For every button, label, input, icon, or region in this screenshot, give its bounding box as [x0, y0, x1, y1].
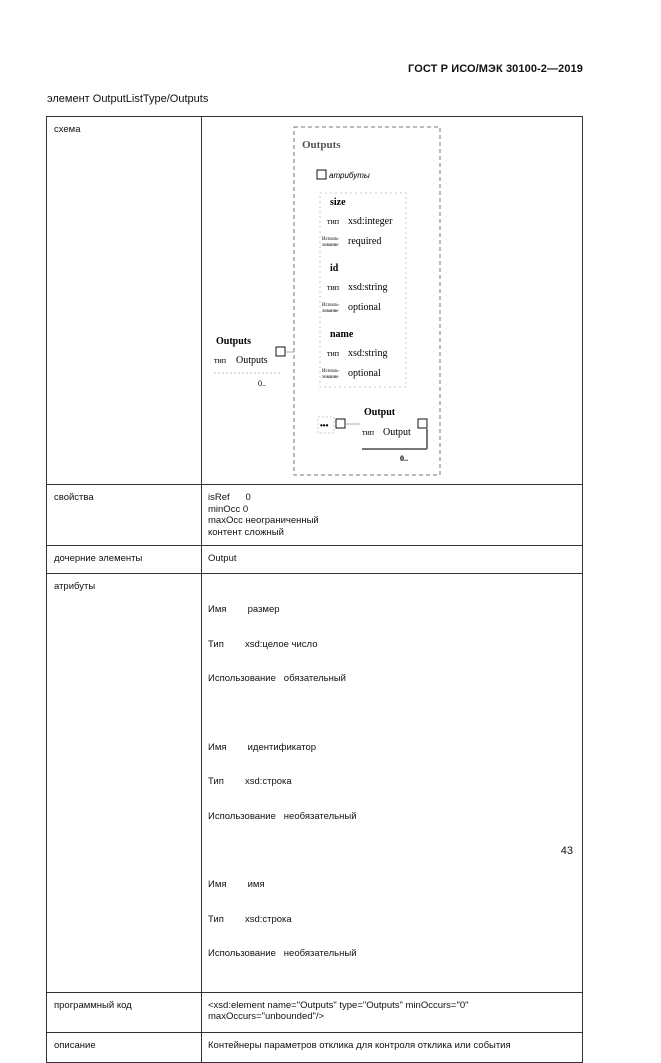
attribute-name-use: optional: [348, 368, 381, 379]
element-caption: элемент OutputListType/Outputs: [47, 93, 209, 105]
attribute-id-use-label-2: зование: [322, 309, 339, 314]
property-line: maxOcc неограниченный: [208, 515, 319, 526]
attribute-line: Использование необязательный: [208, 810, 357, 822]
attribute-line: Имя имя: [208, 879, 265, 890]
attributes-checkbox-icon: [317, 170, 326, 179]
sequence-expand-icon: [336, 419, 345, 428]
attribute-size-type-label: тип: [327, 217, 340, 226]
property-line: minOcc 0: [208, 503, 249, 515]
row-label-diagram: схема: [47, 117, 202, 485]
attribute-id-type-label: тип: [327, 283, 340, 292]
code-value: [202, 992, 583, 1032]
attribute-line: Тип xsd:строка: [208, 913, 292, 925]
schema-attributes-label: атрибуты: [329, 171, 370, 180]
attribute-name-name: name: [330, 329, 354, 340]
attribute-id-name: id: [330, 263, 339, 274]
attribute-id-use: optional: [348, 302, 381, 313]
schema-element-occurs: 0..: [258, 379, 266, 388]
attribute-line: Тип xsd:строка: [208, 776, 292, 787]
attribute-line: Использование обязательный: [208, 673, 346, 684]
attribute-size-use-label-1: Исполь-: [322, 237, 340, 242]
sequence-icon: •••: [320, 421, 329, 430]
schema-element-type-label: тип: [214, 356, 227, 365]
attribute-line: Имя размер: [208, 604, 280, 615]
attribute-line: Использование необязательный: [208, 948, 357, 959]
schema-child-name: Output: [364, 407, 396, 418]
attribute-size-use-label-2: зование: [322, 243, 339, 248]
row-children: [47, 546, 583, 574]
row-diagram: [47, 117, 583, 485]
attribute-name-use-label-2: зование: [322, 375, 339, 380]
children-value: Output: [202, 546, 583, 574]
schema-element-type: Outputs: [236, 355, 268, 366]
schema-child-occurs: 0..: [400, 454, 408, 463]
properties-value: [202, 485, 583, 546]
code-line: <xsd:element name="Outputs" type="Outputs" minOccurs="0": [208, 999, 469, 1011]
row-code: [47, 992, 583, 1032]
attribute-id-type: xsd:string: [348, 282, 388, 293]
row-attributes: [47, 574, 583, 993]
attribute-name-use-label-1: Исполь-: [322, 369, 340, 374]
row-properties: [47, 485, 583, 546]
attribute-size-name: size: [330, 197, 346, 208]
property-line: isRef 0: [208, 492, 251, 503]
row-label-children: дочерние элементы: [47, 546, 202, 574]
attribute-line: Тип xsd:целое число: [208, 638, 318, 650]
standard-header: ГОСТ Р ИСО/МЭК 30100-2—2019: [408, 63, 583, 75]
schema-diagram: [202, 117, 598, 484]
attribute-size-use: required: [348, 236, 382, 247]
code-line: maxOccurs="unbounded"/>: [208, 1011, 325, 1022]
element-spec-table: [46, 116, 583, 1063]
row-description: [47, 1032, 583, 1062]
attribute-name-type-label: тип: [327, 349, 340, 358]
attribute-id-use-label-1: Исполь-: [322, 303, 340, 308]
attribute-size-type: xsd:integer: [348, 216, 393, 227]
schema-group-title: Outputs: [302, 139, 341, 151]
page-number: 43: [560, 845, 573, 857]
row-label-attributes: атрибуты: [47, 574, 202, 993]
attribute-name-type: xsd:string: [348, 348, 388, 359]
row-label-code: программный код: [47, 992, 202, 1032]
property-line: контент сложный: [208, 526, 284, 538]
schema-element-name: Outputs: [216, 336, 252, 347]
description-value: Контейнеры параметров отклика для контроля отклика или события: [202, 1032, 583, 1062]
diagram-cell: [202, 117, 583, 485]
row-label-properties: свойства: [47, 485, 202, 546]
element-expand-icon: [276, 347, 285, 356]
attributes-value: [202, 574, 583, 993]
attribute-line: Имя идентификатор: [208, 741, 317, 753]
schema-child-type-label: тип: [362, 428, 375, 437]
child-expand-icon: [418, 419, 427, 428]
schema-child-type: Output: [383, 427, 411, 438]
row-label-description: описание: [47, 1032, 202, 1062]
